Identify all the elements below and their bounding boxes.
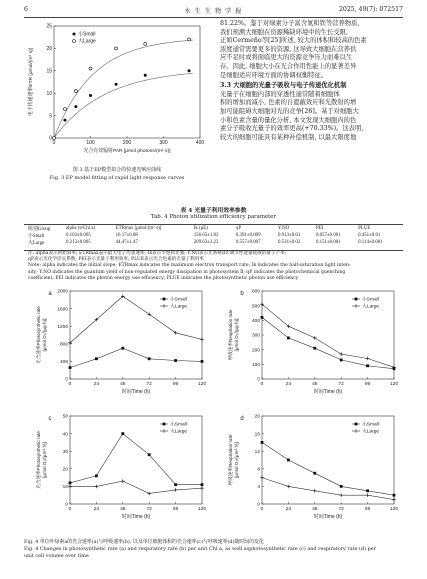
table-header-cell: Ik (μE)	[193, 226, 208, 232]
y-tick-label: 20	[62, 467, 68, 473]
data-point-small	[393, 494, 396, 497]
legend-label-small: 小Small	[362, 297, 379, 303]
table4-title-en: Tab. 4 Photon utilization efficiency parameter	[150, 214, 277, 220]
legend-marker-small	[355, 298, 358, 301]
table-row	[28, 232, 400, 239]
table-row	[28, 239, 400, 246]
y-tick-label: 0	[65, 377, 68, 383]
panel-letter: d	[240, 416, 244, 422]
y-tick-label: 0	[257, 377, 260, 383]
panel-letter: b	[240, 291, 244, 297]
fig4-caption-cn: Fig. 4 单位叶绿素a的光合速率(a)与呼吸速率(b), 以及单位细胞体积的光合速率(c)与呼吸速率(d)随时间的变化	[24, 539, 264, 545]
table-header-cell: PLUE	[358, 226, 371, 232]
data-point-small	[148, 357, 151, 360]
y-tick-label: 8	[257, 467, 260, 473]
fig4-panel-a	[22, 285, 212, 410]
x-tick-label: 120	[197, 382, 207, 387]
y-axis-label: 呼吸速率Respiration rate	[228, 434, 233, 486]
table-header-cell: PEI	[315, 226, 324, 232]
data-point-large	[144, 42, 147, 45]
legend-label-small: 小Small	[170, 297, 187, 303]
data-point-small	[174, 483, 177, 486]
fig4-panel-b	[214, 285, 404, 410]
series-line-large	[262, 304, 394, 367]
table-cell: 大Large	[28, 241, 45, 247]
fig4-panel-d	[214, 410, 404, 535]
y-axis-label: 光合速率Photosynthetic rate	[36, 306, 41, 364]
legend-label-large: 大Large	[362, 304, 380, 310]
y-axis-label: 电子传递速率ETR [μmol/(m²·s)]	[29, 47, 34, 117]
volume-info: 2025, 49(7): 072517	[339, 6, 403, 13]
series-line-small	[70, 348, 202, 367]
x-axis-label: 时间Time (h)	[121, 389, 151, 395]
x-tick-label: 24	[285, 382, 292, 387]
data-point-large	[115, 47, 118, 50]
table-cell: 0.531±0.02	[278, 240, 301, 246]
legend-label-small: 小Small	[170, 422, 187, 428]
data-point-small	[121, 432, 124, 435]
table-cell: 0.114±0.001	[358, 240, 383, 246]
table-cell: 0.212±0.005	[66, 240, 91, 246]
x-axis-label: 光合有效辐射PAR [μmol photons/(m²·s)]	[83, 149, 171, 154]
series-line-large	[70, 481, 202, 493]
data-point-small	[340, 359, 343, 362]
x-tick-label: 200	[122, 140, 132, 146]
y-tick-label: 30	[62, 449, 68, 455]
x-tick-label: 0	[68, 507, 72, 512]
table4	[28, 225, 400, 247]
text-line: 我们预测大细胞在资源稀缺环境中的生长受限,	[220, 28, 348, 36]
table-note-line: 注: alpha表示初始斜率; ETRmax表示最大电子传递速率; Ik表示半饱和光强; Y.NO表示光系统Ⅱ非调节性能量耗散的量子产率;	[28, 251, 287, 256]
text-line: 加可能阻碍大细胞对光的竞争[26]。基于对细胞大	[220, 107, 359, 115]
text-line: 积的增加而减小, 色素的自遮蔽效应和光散射的增	[220, 99, 357, 107]
y-tick-label: 800	[59, 342, 68, 348]
y-axis-unit: [μmol O₂/(μg·h)]	[42, 318, 47, 352]
table-cell: 0.557±0.007	[235, 240, 261, 246]
x-tick-label: 48	[120, 382, 126, 387]
table4-notes	[28, 251, 403, 282]
table-cell: 0.057±0.001	[315, 233, 341, 239]
text-line: 正如Cermeño等[25]所述, 较大的体积和较高的色素	[220, 37, 367, 45]
y-tick-label: 400	[251, 319, 260, 325]
x-tick-label: 0	[68, 382, 72, 387]
legend-label-small: 小Small	[78, 31, 96, 38]
data-point-small	[366, 364, 369, 367]
y-tick-label: 0	[49, 135, 52, 142]
data-point-small	[95, 474, 98, 477]
text-line: 浓度通常需要更多的资源, 这导致大细胞在营养供	[220, 45, 357, 53]
x-tick-label: 120	[389, 507, 399, 512]
legend-marker-small	[355, 423, 358, 426]
data-point-large	[89, 67, 92, 70]
data-point-small	[63, 119, 66, 122]
table-cell: 0.451±0.01	[358, 233, 381, 239]
x-tick-label: 48	[312, 507, 318, 512]
legend-label-large: 大Large	[362, 429, 380, 435]
y-tick-label: 2000	[57, 289, 68, 295]
data-point-small	[69, 366, 72, 369]
y-tick-label: 40	[62, 432, 68, 438]
table-cell: 0.103±0.005	[66, 233, 91, 239]
y-tick-label: 200	[251, 348, 260, 354]
legend-marker-small	[163, 423, 166, 426]
table-cell: 0.913±0.01	[278, 233, 301, 239]
y-tick-label: 0	[257, 502, 260, 508]
text-line: 小和色素含量的量化分析, 本文发现大细胞内的色	[220, 116, 357, 124]
table4-title-cn: 表 4 光量子利用效率参数	[180, 208, 247, 214]
table-cell: 16.17±0.88	[115, 233, 138, 239]
x-tick-label: 100	[86, 140, 95, 146]
series-line-large	[262, 478, 394, 500]
y-tick-label: 300	[251, 333, 260, 339]
y-tick-label: 400	[59, 360, 68, 366]
y-tick-label: 10	[62, 485, 68, 491]
text-line: 光量子在细胞内部的穿透性通常随着细胞体	[220, 90, 340, 98]
table-cell: 209.63±3.23	[193, 240, 219, 246]
data-point-small	[144, 74, 147, 77]
x-tick-label: 120	[197, 507, 207, 512]
y-tick-label: 4	[257, 485, 260, 491]
data-point-small	[89, 94, 92, 97]
fig3-chart	[24, 20, 210, 162]
y-tick-label: 600	[251, 289, 260, 295]
y-tick-label: 20	[254, 414, 260, 420]
fit-curve-large	[54, 40, 193, 138]
data-point-small	[201, 483, 204, 486]
text-line: 较大的细胞可能具有某种补偿机制, 以最大限度地	[220, 133, 357, 141]
x-tick-label: 0	[260, 507, 264, 512]
fig4-caption-en-1: Fig. 4 Changes in photosynthetic rate (a) and respiratory rate (b) per unit Chl a, as well asphotosynthetic rate (c) and respiratory rate (d) per	[24, 546, 376, 552]
y-axis-unit: [μmol O₂/(μm³·h)]	[42, 442, 47, 478]
series-line-small	[262, 442, 394, 495]
y-tick-label: 0	[65, 502, 68, 508]
data-point-small	[69, 481, 72, 484]
header-rule	[24, 17, 403, 18]
fig3-caption-cn: 图 3 基于EP模型拟合的快速光响应曲线	[72, 167, 162, 173]
data-point-small	[121, 347, 124, 350]
table-header-cell: ETRmax [μmol/(m²·s)]	[115, 226, 162, 232]
table-note-line: Note: alpha indicates the initial slope; ETRmax indicates the maximum electron transport rate; Ik indicates the half-saturation light inten-	[28, 263, 351, 269]
x-tick-label: 72	[146, 382, 152, 387]
x-tick-label: 96	[172, 507, 179, 512]
legend-marker-small	[73, 33, 76, 36]
data-point-small	[287, 337, 290, 340]
fig3-caption-en: Fig. 3 EP model fitting of rapid light response curves	[49, 175, 185, 181]
y-tick-label: 500	[251, 304, 260, 310]
x-tick-label: 48	[312, 382, 318, 387]
y-tick-label: 50	[62, 414, 68, 420]
x-tick-label: 24	[93, 382, 100, 387]
x-tick-label: 120	[389, 382, 399, 387]
y-axis-label: 呼吸速率Respiration rate	[228, 309, 233, 361]
legend-label-large: 大Large	[170, 304, 188, 310]
table-header-row	[28, 225, 400, 232]
table-note-line: sity; Y.NO indicates the quantum yield of non-regulated energy dissipation in photosystem Ⅱ; qP indicates the photochemical quenching	[28, 269, 346, 275]
data-point-small	[313, 472, 316, 475]
x-tick-label: 96	[364, 507, 371, 512]
text-line: 存。因此, 细胞大小在光合作用性能上的显著差异	[220, 62, 357, 70]
x-tick-label: 400	[195, 140, 205, 146]
data-point-small	[115, 83, 118, 86]
legend-label-large: 大Large	[78, 38, 96, 45]
data-point-small	[313, 347, 316, 350]
x-tick-label: 300	[159, 140, 168, 146]
body-text-column	[220, 20, 405, 142]
y-tick-label: 25	[46, 23, 52, 30]
x-tick-label: 72	[338, 507, 344, 512]
table-cell: 0.151±0.001	[315, 240, 341, 246]
y-axis-label: 光合速率Photosynthetic rate	[36, 431, 41, 489]
table-header-cell: Y.NO	[278, 226, 290, 232]
data-point-small	[287, 459, 290, 462]
x-tick-label: 24	[93, 507, 100, 512]
y-axis-unit: [μmol O₂/(μm³·h)]	[234, 442, 239, 478]
table-cell: 小Small	[28, 234, 45, 240]
table-header-cell: alpha (e/Chl a)	[66, 226, 96, 232]
x-tick-label: 72	[338, 382, 344, 387]
fig4-caption-en-2: unit cell volume over time	[24, 553, 89, 559]
data-point-large	[53, 137, 56, 140]
y-tick-label: 12	[254, 449, 260, 455]
data-point-large	[74, 89, 77, 92]
x-tick-label: 96	[364, 382, 371, 387]
text-line: 是细胞适应环境方面的协调权衡特征。	[220, 71, 328, 79]
data-point-small	[340, 485, 343, 488]
legend-marker-small	[163, 298, 166, 301]
section-heading: 3.3 大细胞的光量子吸收与电子传递优化机制	[220, 82, 347, 90]
x-axis-label: 时间Time (h)	[313, 514, 343, 520]
data-point-small	[174, 359, 177, 362]
y-tick-label: 5	[49, 113, 52, 120]
legend-marker-large	[73, 40, 76, 43]
legend-label-small: 小Small	[362, 422, 379, 428]
text-line: 素分子吸收光量子的效率更高(+70.33%)。这表明,	[220, 125, 364, 133]
data-point-small	[261, 441, 264, 444]
data-point-small	[201, 360, 204, 363]
data-point-small	[366, 489, 369, 492]
data-point-small	[261, 316, 264, 319]
x-axis-label: 时间Time (h)	[121, 514, 151, 520]
y-tick-label: 20	[46, 46, 52, 53]
x-tick-label: 0	[260, 382, 264, 387]
page-number: 6	[24, 6, 28, 13]
text-line: 81.22%。鉴于对绿素分子富含氮和铁等营养物质,	[220, 20, 360, 27]
y-tick-label: 16	[254, 432, 260, 438]
journal-name: 水 生 生 物 学 报	[184, 8, 243, 15]
y-tick-label: 100	[251, 363, 260, 369]
fig4-panel-c	[22, 410, 212, 535]
data-point-small	[148, 453, 151, 456]
table-header-cell: qP	[235, 226, 242, 232]
fit-curve-small	[54, 73, 193, 138]
y-tick-label: 10	[46, 90, 52, 97]
data-point-large	[63, 107, 66, 110]
y-tick-label: 1600	[57, 307, 68, 313]
y-tick-label: 15	[46, 68, 52, 75]
x-tick-label: 96	[172, 382, 179, 387]
table-cell: 44.47±1.47	[115, 240, 138, 246]
y-tick-label: 1200	[57, 324, 68, 330]
x-tick-label: 24	[285, 507, 292, 512]
table-note-line: qP表示光化学淬灭系数; PEI表示光量子利用效率; PLUE表示光合色素的光量子利用率	[28, 257, 204, 263]
table-header-cell: 组别Group	[28, 227, 51, 233]
y-axis-unit: [μmol O₂/(μg·h)]	[234, 318, 239, 352]
plot-frame	[54, 26, 200, 138]
x-tick-label: 48	[120, 507, 126, 512]
series-line-large	[70, 296, 202, 343]
table-cell: 156.65±1.83	[193, 233, 219, 239]
data-point-large	[188, 38, 191, 41]
data-point-small	[188, 69, 191, 72]
data-point-small	[95, 357, 98, 360]
panel-letter: a	[48, 291, 52, 297]
panel-letter: c	[48, 416, 52, 422]
legend-label-large: 大Large	[170, 429, 188, 435]
paragraph-1	[220, 20, 405, 80]
table-note-line: coefficient; PEI indicates the photon energy use efficiency; PLUE indicates the photosynthetic photon use efficiency	[28, 275, 299, 281]
series-line-small	[70, 434, 202, 485]
paragraph-2	[220, 91, 405, 143]
x-axis-label: 时间Time (h)	[313, 389, 343, 395]
table-cell: 0.391±0.009	[235, 233, 261, 239]
text-line: 应不足时或将面临更大的资源竞争压力而难以生	[220, 54, 353, 62]
x-tick-label: 0	[52, 140, 56, 146]
data-point-small	[74, 105, 77, 108]
x-tick-label: 72	[146, 507, 152, 512]
